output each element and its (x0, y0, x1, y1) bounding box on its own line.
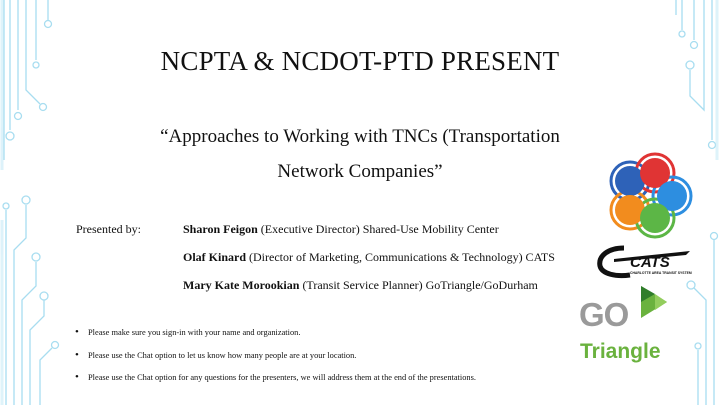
cats-tagline: CHARLOTTE AREA TRANSIT SYSTEM (630, 271, 692, 275)
slide-title: NCPTA & NCDOT-PTD PRESENT (160, 46, 560, 76)
presented-by-label: Presented by: (76, 222, 141, 236)
presenter-role: (Transit Service Planner) GoTriangle/GoDurham (299, 278, 538, 292)
instruction-list (72, 326, 592, 394)
triangle-wordmark: Triangle (580, 340, 661, 363)
presenter-1 (183, 222, 499, 237)
gotriangle-logo (577, 284, 677, 374)
ncpta-rings-logo (604, 152, 696, 240)
cats-logo (594, 242, 694, 282)
presenter-role: (Director of Marketing, Communications & Technology) CATS (246, 250, 555, 264)
triangle-mark-icon (637, 284, 671, 320)
presenter-name: Sharon Feigon (183, 222, 258, 236)
presenter-3 (183, 278, 538, 293)
list-item: • Please make sure you sign-in with your name and organization. (72, 326, 592, 349)
presenter-2 (183, 250, 555, 265)
list-item: • Please use the Chat option to let us know how many people are at your location. (72, 349, 592, 372)
slide-subtitle (100, 119, 620, 189)
presenter-name: Mary Kate Morookian (183, 278, 300, 292)
presenter-role: (Executive Director) Shared-Use Mobility Center (257, 222, 499, 236)
list-item: • Please use the Chat option for any questions for the presenters, we will address them at the end of the presentations. (72, 371, 592, 394)
go-wordmark: GO (579, 296, 629, 333)
subtitle-line-1: “Approaches to Working with TNCs (Transportation (160, 126, 560, 147)
presenter-name: Olaf Kinard (183, 250, 247, 264)
subtitle-line-2: Network Companies” (277, 161, 443, 182)
cats-wordmark: CATS (630, 254, 670, 271)
